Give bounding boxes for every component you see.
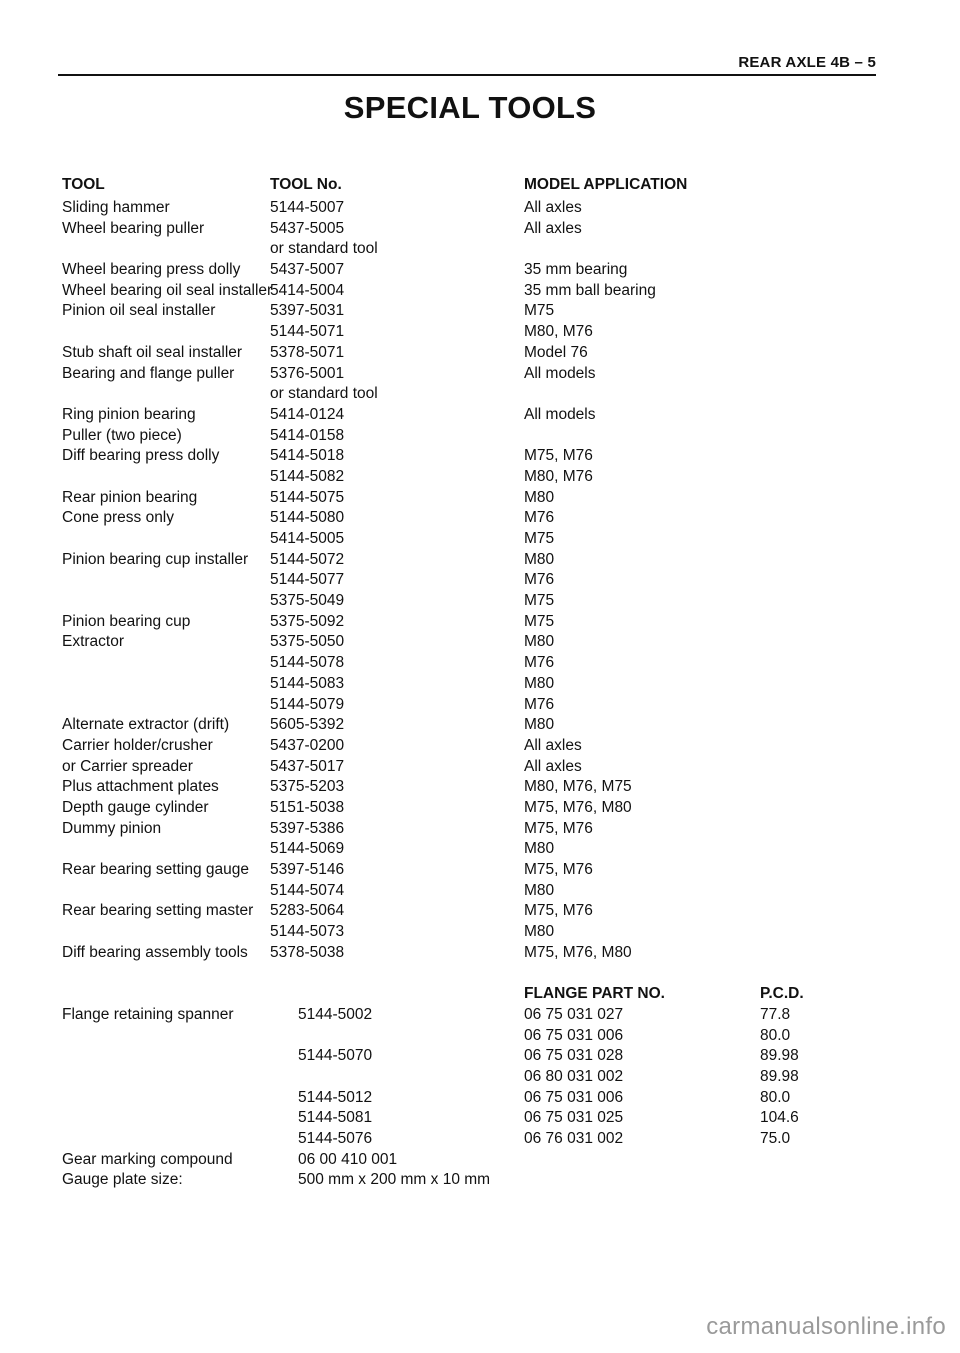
table-row	[0, 281, 960, 302]
cell-app: M75, M76	[524, 447, 593, 465]
cell-no: 5144-5072	[270, 550, 345, 568]
cell-no: 5283-5064	[270, 902, 345, 920]
cell-app: M76	[524, 509, 555, 527]
table-row	[0, 1046, 960, 1067]
table-row	[0, 219, 960, 240]
cell-tool: Sliding hammer	[62, 199, 170, 216]
table-row	[0, 591, 960, 612]
table-row	[0, 1005, 960, 1026]
watermark: carmanualsonline.info	[706, 1313, 946, 1340]
table-row	[0, 198, 960, 219]
table-row	[0, 467, 960, 488]
table-row	[0, 901, 960, 922]
cell-tool: Flange retaining spanner	[62, 1005, 234, 1023]
cell-no: 5144-5077	[270, 571, 345, 589]
table-row	[0, 632, 960, 653]
cell-tool: Extractor	[62, 633, 125, 651]
table-row	[0, 881, 960, 902]
cell-no: 5144-5081	[298, 1109, 373, 1127]
cell-no: 5378-5038	[270, 943, 345, 961]
cell-no: 5437-5007	[270, 261, 345, 279]
table-row	[0, 798, 960, 819]
table-row	[0, 612, 960, 633]
table-row	[0, 1108, 960, 1129]
table-row	[0, 488, 960, 509]
cell-tool: Gear marking compound	[62, 1150, 233, 1168]
cell-no: 5375-5049	[270, 592, 345, 610]
cell-pcd: 89.98	[760, 1047, 799, 1065]
column-header-application: MODEL APPLICATION	[524, 176, 688, 193]
table-row	[0, 570, 960, 591]
table-row	[0, 819, 960, 840]
cell-pcd: 89.98	[760, 1067, 799, 1085]
cell-no: 5414-5018	[270, 447, 345, 465]
cell-tool: Wheel bearing press dolly	[62, 261, 241, 279]
cell-app: M75	[524, 612, 555, 630]
cell-no: 5144-5074	[270, 881, 345, 899]
table-row	[0, 1088, 960, 1109]
cell-app: All axles	[524, 736, 582, 754]
cell-app: FLANGE PART NO.	[524, 985, 665, 1003]
tools-table	[0, 198, 960, 1191]
cell-no: or standard tool	[270, 385, 378, 403]
cell-no: 5414-5004	[270, 281, 345, 299]
table-row	[0, 364, 960, 385]
table-row	[0, 1026, 960, 1047]
cell-app: M76	[524, 654, 555, 672]
cell-tool: Alternate extractor (drift)	[62, 716, 230, 734]
cell-no: 5144-5082	[270, 467, 345, 485]
cell-pcd: 80.0	[760, 1088, 791, 1106]
table-row	[0, 239, 960, 260]
cell-no: 5144-5002	[298, 1005, 373, 1023]
page-title: SPECIAL TOOLS	[343, 90, 597, 125]
cell-no: 5414-0124	[270, 405, 345, 423]
cell-pcd: 77.8	[760, 1005, 791, 1023]
table-row	[0, 529, 960, 550]
table-row	[0, 860, 960, 881]
cell-no: 5397-5031	[270, 302, 345, 320]
cell-no: 5144-5080	[270, 509, 345, 527]
cell-no: 5375-5203	[270, 778, 345, 796]
cell-app: All axles	[524, 219, 582, 237]
cell-tool: Diff bearing press dolly	[62, 447, 220, 465]
cell-tool: Plus attachment plates	[62, 778, 219, 796]
cell-tool: Rear bearing setting gauge	[62, 861, 249, 878]
cell-tool: Pinion oil seal installer	[62, 302, 216, 320]
cell-no: 5397-5386	[270, 819, 345, 837]
cell-tool: Rear bearing setting master	[62, 902, 254, 920]
cell-no: 5414-5005	[270, 530, 345, 547]
table-row	[0, 963, 960, 984]
cell-tool: Bearing and flange puller	[62, 364, 235, 382]
cell-no: 5375-5092	[270, 612, 345, 630]
table-row	[0, 426, 960, 447]
cell-no: 06 00 410 001	[298, 1150, 398, 1168]
table-row	[0, 550, 960, 571]
table-row	[0, 260, 960, 281]
cell-no: 5397-5146	[270, 861, 345, 878]
cell-tool: Dummy pinion	[62, 819, 162, 837]
cell-no: 5144-5070	[298, 1047, 373, 1065]
cell-no: or standard tool	[270, 240, 378, 258]
table-row	[0, 1150, 960, 1171]
table-row	[0, 1067, 960, 1088]
cell-tool: Cone press only	[62, 509, 175, 527]
cell-app: 06 75 031 028	[524, 1047, 624, 1065]
cell-app: 35 mm ball bearing	[524, 281, 656, 299]
table-row	[0, 384, 960, 405]
cell-app: 06 75 031 027	[524, 1005, 624, 1023]
table-row	[0, 695, 960, 716]
table-row	[0, 839, 960, 860]
table-row	[0, 984, 960, 1005]
cell-app: M80	[524, 923, 555, 941]
table-row	[0, 508, 960, 529]
cell-tool: Ring pinion bearing	[62, 405, 196, 423]
cell-no: 5144-5071	[270, 323, 345, 341]
cell-tool: Puller (two piece)	[62, 426, 182, 444]
cell-app: 06 75 031 006	[524, 1088, 624, 1106]
cell-no: 5605-5392	[270, 716, 345, 734]
cell-pcd: P.C.D.	[760, 985, 804, 1003]
table-row	[0, 343, 960, 364]
cell-no: 5414-0158	[270, 426, 345, 444]
cell-pcd: 80.0	[760, 1026, 791, 1044]
table-row	[0, 322, 960, 343]
cell-no: 5437-5017	[270, 757, 345, 775]
cell-app: 06 80 031 002	[524, 1067, 624, 1085]
cell-tool: Pinion bearing cup installer	[62, 550, 249, 568]
cell-app: All axles	[524, 199, 582, 216]
cell-no: 5437-5005	[270, 219, 345, 237]
cell-no: 5144-5007	[270, 199, 345, 216]
cell-no: 500 mm x 200 mm x 10 mm	[298, 1171, 491, 1189]
cell-no: 5375-5050	[270, 633, 345, 651]
cell-no: 5376-5001	[270, 364, 345, 382]
cell-no: 5144-5075	[270, 488, 345, 506]
cell-app: M75	[524, 302, 555, 320]
cell-app: M75, M76, M80	[524, 798, 632, 816]
cell-app: M80, M76, M75	[524, 778, 632, 796]
table-row	[0, 446, 960, 467]
cell-app: 06 76 031 002	[524, 1129, 624, 1147]
cell-no: 5144-5079	[270, 695, 345, 713]
cell-app: M80	[524, 633, 555, 651]
table-row	[0, 653, 960, 674]
cell-tool: Wheel bearing oil seal installer	[62, 281, 273, 299]
cell-app: M76	[524, 695, 555, 713]
cell-app: M80	[524, 550, 555, 568]
cell-tool: Wheel bearing puller	[62, 219, 205, 237]
cell-no: 5144-5078	[270, 654, 345, 672]
cell-tool: Stub shaft oil seal installer	[62, 343, 243, 361]
cell-app: M75	[524, 592, 555, 610]
cell-no: 5151-5038	[270, 798, 345, 816]
cell-app: M80	[524, 881, 555, 899]
cell-tool: Diff bearing assembly tools	[62, 943, 248, 961]
cell-app: All models	[524, 405, 596, 423]
table-row	[0, 757, 960, 778]
cell-no: 5144-5083	[270, 674, 345, 692]
cell-no: 5144-5069	[270, 840, 345, 858]
cell-app: Model 76	[524, 343, 588, 361]
table-row	[0, 674, 960, 695]
table-row	[0, 1170, 960, 1191]
table-row	[0, 405, 960, 426]
cell-app: M80	[524, 674, 555, 692]
cell-app: M80	[524, 840, 555, 858]
table-row	[0, 736, 960, 757]
column-header-tool-no: TOOL No.	[270, 176, 342, 193]
cell-tool: Depth gauge cylinder	[62, 798, 209, 816]
table-row	[0, 922, 960, 943]
cell-no: 5378-5071	[270, 343, 345, 361]
cell-tool: Rear pinion bearing	[62, 488, 198, 506]
cell-app: M80, M76	[524, 467, 593, 485]
cell-app: All axles	[524, 757, 582, 775]
cell-app: M75	[524, 530, 555, 547]
table-row	[0, 1129, 960, 1150]
table-row	[0, 777, 960, 798]
cell-no: 5144-5012	[298, 1088, 373, 1106]
cell-tool: Carrier holder/crusher	[62, 736, 213, 754]
cell-app: M80	[524, 716, 555, 734]
cell-app: M76	[524, 571, 555, 589]
cell-pcd: 104.6	[760, 1109, 799, 1127]
cell-app: M75, M76, M80	[524, 943, 632, 961]
cell-tool: or Carrier spreader	[62, 757, 193, 775]
cell-pcd: 75.0	[760, 1129, 791, 1147]
cell-no: 5144-5073	[270, 923, 345, 941]
cell-app: 06 75 031 006	[524, 1026, 624, 1044]
cell-app: M80, M76	[524, 323, 593, 341]
header-rule	[58, 74, 876, 76]
column-header-tool: TOOL	[62, 176, 105, 193]
cell-app: 06 75 031 025	[524, 1109, 624, 1127]
table-row	[0, 715, 960, 736]
cell-app: M75, M76	[524, 902, 593, 920]
table-row	[0, 301, 960, 322]
cell-app: 35 mm bearing	[524, 261, 628, 279]
section-header: REAR AXLE 4B – 5	[738, 54, 876, 71]
cell-tool: Pinion bearing cup	[62, 612, 191, 630]
cell-app: M75, M76	[524, 861, 593, 878]
cell-app: M80	[524, 488, 555, 506]
cell-app: M75, M76	[524, 819, 593, 837]
table-row	[0, 943, 960, 964]
cell-no: 5144-5076	[298, 1129, 373, 1147]
cell-tool: Gauge plate size:	[62, 1171, 183, 1189]
cell-no: 5437-0200	[270, 736, 345, 754]
cell-app: All models	[524, 364, 596, 382]
